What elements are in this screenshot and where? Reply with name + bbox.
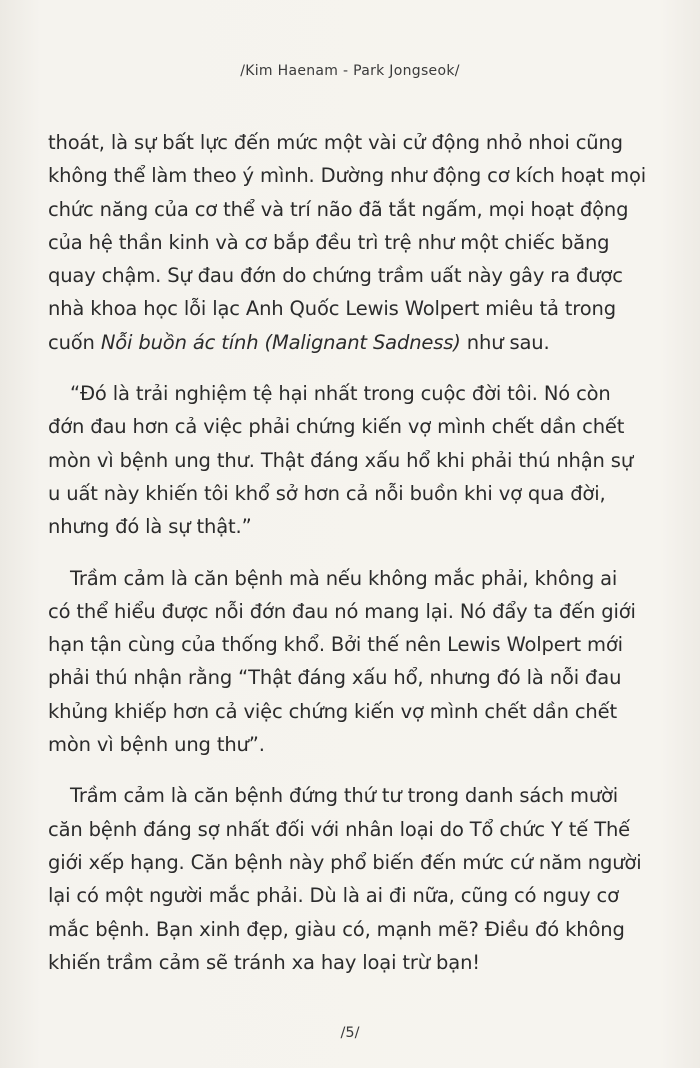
quote-paragraph (48, 377, 662, 543)
paragraph-3 (48, 562, 662, 762)
text-span: cuốn (48, 330, 101, 354)
book-title-italic: Nỗi buồn ác tính (Malignant Sadness) (100, 330, 461, 354)
text-line: của hệ thần kinh và cơ bắp đều trì trệ như một chiếc băng (48, 230, 610, 254)
text-line: khiến trầm cảm sẽ tránh xa hay loại trừ bạn! (48, 950, 480, 974)
page-number: /5/ (340, 1025, 360, 1041)
text-line: phải thú nhận rằng “Thật đáng xấu hổ, nhưng đó là nỗi đau (48, 666, 622, 690)
text-line: hạn tận cùng của thống khổ. Bởi thế nên Lewis Wolpert mới (48, 633, 623, 657)
text-line: quay chậm. Sự đau đớn do chứng trầm uất này gây ra được (48, 264, 623, 288)
text-line: mắc bệnh. Bạn xinh đẹp, giàu có, mạnh mẽ? Điều đó không (48, 917, 625, 941)
text-line: “Đó là trải nghiệm tệ hại nhất trong cuộc đời tôi. Nó còn (70, 382, 611, 406)
text-line: căn bệnh đáng sợ nhất đối với nhân loại do Tổ chức Y tế Thế (48, 817, 631, 841)
text-line: không thể làm theo ý mình. Dường như động cơ kích hoạt mọi (48, 164, 646, 188)
text-line: giới xếp hạng. Căn bệnh này phổ biến đến mức cứ năm người (48, 850, 642, 874)
running-head: /Kim Haenam - Park Jongseok/ (240, 63, 460, 79)
text-line: có thể hiểu được nỗi đớn đau nó mang lại. Nó đẩy ta đến giới (48, 599, 636, 623)
text-line: thoát, là sự bất lực đến mức một vài cử động nhỏ nhoi cũng (48, 131, 623, 154)
text-line: chức năng của cơ thể và trí não đã tắt ngấm, mọi hoạt động (48, 197, 629, 221)
text-line: nhà khoa học lỗi lạc Anh Quốc Lewis Wolpert miêu tả trong (48, 297, 616, 321)
text-line: Trầm cảm là căn bệnh đứng thứ tư trong danh sách mười (70, 784, 619, 808)
paragraph-4 (48, 779, 662, 979)
text-line: khủng khiếp hơn cả việc chứng kiến vợ mình chết dần chết (48, 699, 617, 723)
text-line: nhưng đó là sự thật.” (48, 515, 252, 539)
text-line: mòn vì bệnh ung thư”. (48, 733, 265, 757)
text-line: Trầm cảm là căn bệnh mà nếu không mắc phải, không ai (70, 566, 618, 590)
text-line (48, 326, 662, 359)
text-span: như sau. (460, 330, 550, 354)
text-line: đớn đau hơn cả việc phải chứng kiến vợ mình chết dần chết (48, 415, 625, 439)
body-text (48, 126, 662, 979)
text-line: u uất này khiến tôi khổ sở hơn cả nỗi buồn khi vợ qua đời, (48, 481, 606, 505)
text-line: lại có một người mắc phải. Dù là ai đi nữa, cũng có nguy cơ (48, 884, 619, 908)
text-line: mòn vì bệnh ung thư. Thật đáng xấu hổ khi phải thú nhận sự (48, 448, 634, 472)
paragraph-1 (48, 126, 662, 359)
